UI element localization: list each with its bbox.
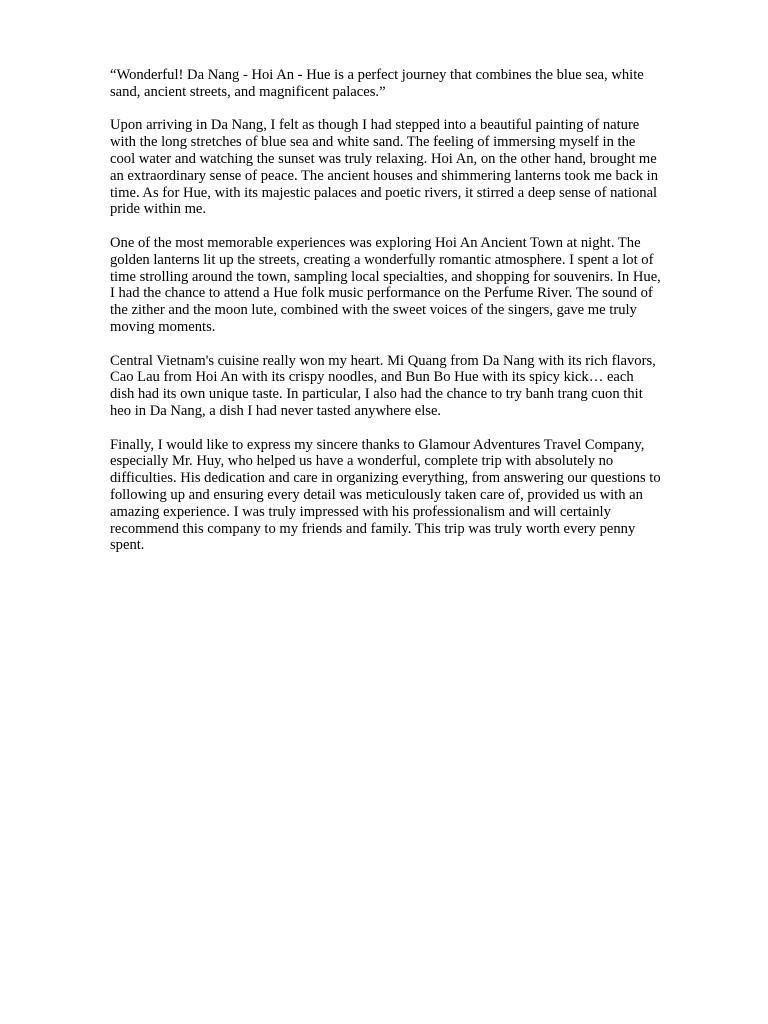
paragraph-memorable-experiences [110, 235, 700, 336]
text-line: Cao Lau from Hoi An with its crispy noodles, and Bun Bo Hue with its spicy kick… each [110, 369, 634, 386]
text-line: cool water and watching the sunset was truly relaxing. Hoi An, on the other hand, brought me [110, 150, 657, 167]
text-line: Central Vietnam's cuisine really won my heart. Mi Quang from Da Nang with its rich flavors, [110, 352, 656, 369]
text-line: recommend this company to my friends and family. This trip was truly worth every penny [110, 520, 636, 537]
text-line: One of the most memorable experiences was exploring Hoi An Ancient Town at night. The [110, 234, 641, 251]
paragraph-thanks [110, 437, 700, 555]
text-line: the zither and the moon lute, combined with the sweet voices of the singers, gave me truly [110, 302, 637, 319]
text-line: dish had its own unique taste. In particular, I also had the chance to try banh trang cuon thit [110, 386, 643, 403]
text-line: moving moments. [110, 318, 216, 335]
document-body [110, 67, 700, 571]
paragraph-intro-quote [110, 67, 700, 101]
paragraph-arrival [110, 117, 700, 218]
text-line: I had the chance to attend a Hue folk music performance on the Perfume River. The sound of [110, 285, 653, 302]
text-line: amazing experience. I was truly impressed with his professionalism and will certainly [110, 503, 611, 520]
text-line: Upon arriving in Da Nang, I felt as though I had stepped into a beautiful painting of nature [110, 117, 640, 134]
text-line: following up and ensuring every detail was meticulously taken care of, provided us with an [110, 486, 643, 503]
text-line: pride within me. [110, 201, 207, 218]
text-line: difficulties. His dedication and care in organizing everything, from answering our questions to [110, 470, 661, 487]
text-line: spent. [110, 537, 145, 554]
text-line: golden lanterns lit up the streets, creating a wonderfully romantic atmosphere. I spent a lot of [110, 251, 654, 268]
paragraph-cuisine [110, 353, 700, 420]
text-line: especially Mr. Huy, who helped us have a wonderful, complete trip with absolutely no [110, 453, 614, 470]
text-line: with the long stretches of blue sea and white sand. The feeling of immersing myself in the [110, 134, 636, 151]
text-line: an extraordinary sense of peace. The ancient houses and shimmering lanterns took me back in [110, 167, 659, 184]
text-line: heo in Da Nang, a dish I had never tasted anywhere else. [110, 402, 442, 419]
text-line: sand, ancient streets, and magnificent palaces.” [110, 83, 386, 100]
text-line: time strolling around the town, sampling local specialties, and shopping for souvenirs. In Hue, [110, 268, 661, 285]
text-line: Finally, I would like to express my sincere thanks to Glamour Adventures Travel Company, [110, 436, 645, 453]
text-line: “Wonderful! Da Nang - Hoi An - Hue is a perfect journey that combines the blue sea, white [110, 67, 644, 83]
text-line: time. As for Hue, with its majestic palaces and poetic rivers, it stirred a deep sense of national [110, 184, 658, 201]
